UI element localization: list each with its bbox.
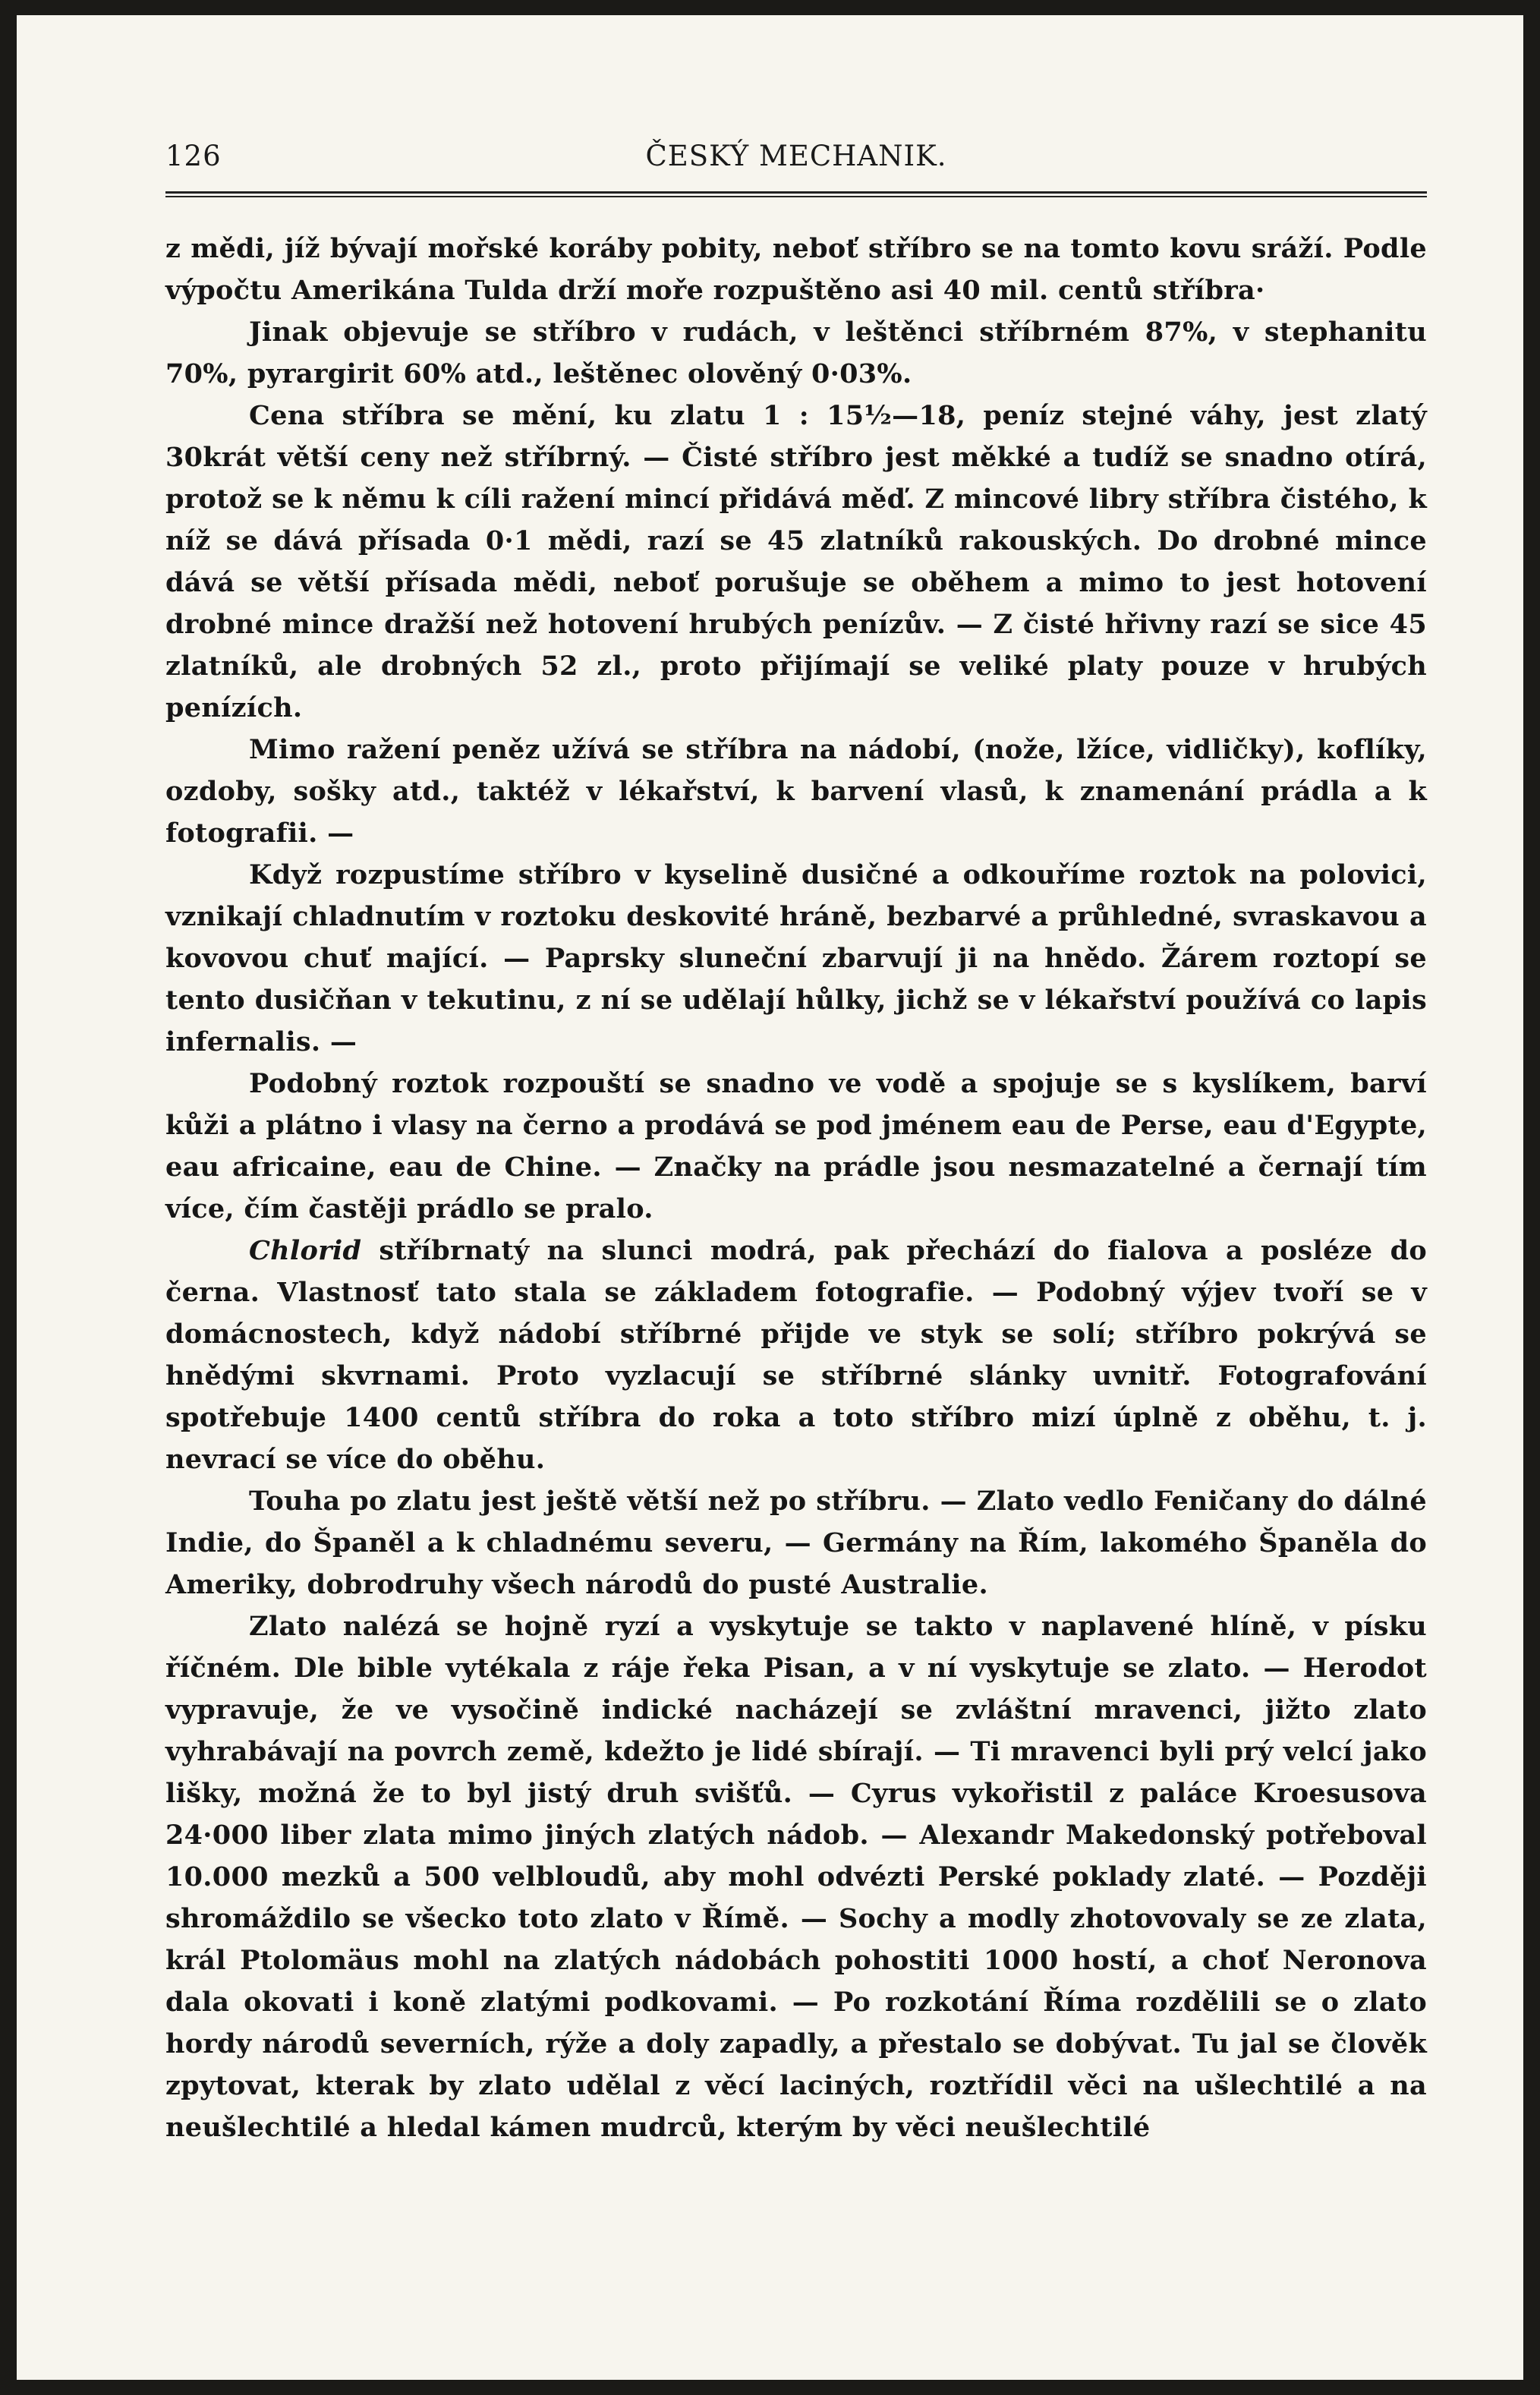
paragraph: z mědi, jíž bývají mořské koráby pobity, neboť stříbro se na tomto kovu sráží. Podle výpočtu Amerikána Tulda drží moře rozpuštěno asi 40 mil. centů stříbra·	[165, 233, 1427, 306]
paragraph: Podobný roztok rozpouští se snadno ve vodě a spojuje se s kyslíkem, barví kůži a plátno i vlasy na černo a prodává se pod jménem eau de Perse, eau d'Egypte, eau africaine, eau de Chine. — Značky na prádle jsou nesmazatelné a černají tím více, čím častěji prádlo se pralo.	[165, 1068, 1427, 1224]
paragraph-text: stříbrnatý na slunci modrá, pak přechází do fialova a posléze do černa. Vlastnosť tato stala se základem fotografie. — Podobný výjev tvoří se v domácnostech, když nádobí stříbrné přijde ve styk se solí; stříbro pokrývá se hnědými skvrnami. Proto vyzlacují se stříbrné slánky uvnitř. Fotografování spotřebuje 1400 centů stříbra do roka a toto stříbro mizí úplně z oběhu, t. j. nevrací se více do oběhu.	[165, 1235, 1427, 1475]
paragraph-chlorid	[165, 1230, 1427, 1480]
body-text	[165, 228, 1427, 2148]
italic-term: Chlorid	[249, 1235, 362, 1266]
page-number: 126	[165, 140, 222, 172]
header-rule	[165, 191, 1427, 197]
paragraph: Když rozpustíme stříbro v kyselině dusičné a odkouříme roztok na polovici, vznikají chladnutím v roztoku deskovité hráně, bezbarvé a průhledné, svraskavou a kovovou chuť mající. — Paprsky sluneční zbarvují ji na hnědo. Žárem roztopí se tento dusičňan v tekutinu, z ní se udělají hůlky, jichž se v lékařství používá co lapis infernalis. —	[165, 859, 1427, 1057]
paragraph: Jinak objevuje se stříbro v rudách, v leštěnci stříbrném 87%, v stephanitu 70%, pyrargirit 60% atd., leštěnec olověný 0·03%.	[165, 317, 1427, 389]
paragraph: Cena stříbra se mění, ku zlatu 1 : 15½—18, peníz stejné váhy, jest zlatý 30krát větší ceny než stříbrný. — Čisté stříbro jest měkké a tudíž se snadno otírá, protož se k němu k cíli ražení mincí přidává měď. Z mincové libry stříbra čistého, k níž se dává přísada 0·1 mědi, razí se 45 zlatníků rakouských. Do drobné mince dává se větší přísada mědi, neboť porušuje se oběhem a mimo to jest hotovení drobné mince dražší než hotovení hrubých penízův. — Z čisté hřivny razí se sice 45 zlatníků, ale drobných 52 zl., proto přijímají se veliké platy pouze v hrubých penízích.	[165, 400, 1427, 723]
paragraph: Mimo ražení peněz užívá se stříbra na nádobí, (nože, lžíce, vidličky), koflíky, ozdoby, sošky atd., taktéž v lékařství, k barvení vlasů, k znamenání prádla a k fotografii. —	[165, 734, 1427, 849]
paragraph: Touha po zlatu jest ještě větší než po stříbru. — Zlato vedlo Feničany do dálné Indie, do Španěl a k chladnému severu, — Germány na Řím, lakomého Španěla do Ameriky, dobrodruhy všech národů do pusté Australie.	[165, 1486, 1427, 1600]
page-header	[165, 134, 1427, 179]
paragraph: Zlato nalézá se hojně ryzí a vyskytuje se takto v naplavené hlíně, v písku říčném. Dle bible vytékala z ráje řeka Pisan, a v ní vyskytuje se zlato. — Herodot vypravuje, že ve vysočině indické nacházejí se zvláštní mravenci, jižto zlato vyhrabávají na povrch země, kdežto je lidé sbírají. — Ti mravenci byli prý velcí jako lišky, možná že to byl jistý druh svišťů. — Cyrus vykořistil z paláce Kroesusova 24·000 liber zlata mimo jiných zlatých nádob. — Alexandr Makedonský potřeboval 10.000 mezků a 500 velbloudů, aby mohl odvézti Perské poklady zlaté. — Později shromáždilo se všecko toto zlato v Římě. — Sochy a modly zhotovovaly se ze zlata, král Ptolomäus mohl na zlatých nádobách pohostiti 1000 hostí, a choť Neronova dala okovati i koně zlatými podkovami. — Po rozkotání Říma rozdělili se o zlato hordy národů severních, rýže a doly zapadly, a přestalo se dobývat. Tu jal se člověk zpytovat, kterak by zlato udělal z věcí laciných, roztřídil věci na ušlechtilé a na neušlechtilé a hledal kámen mudrců, kterým by věci neušlechtilé	[165, 1611, 1427, 2143]
running-title: ČESKÝ MECHANIK.	[645, 140, 947, 172]
